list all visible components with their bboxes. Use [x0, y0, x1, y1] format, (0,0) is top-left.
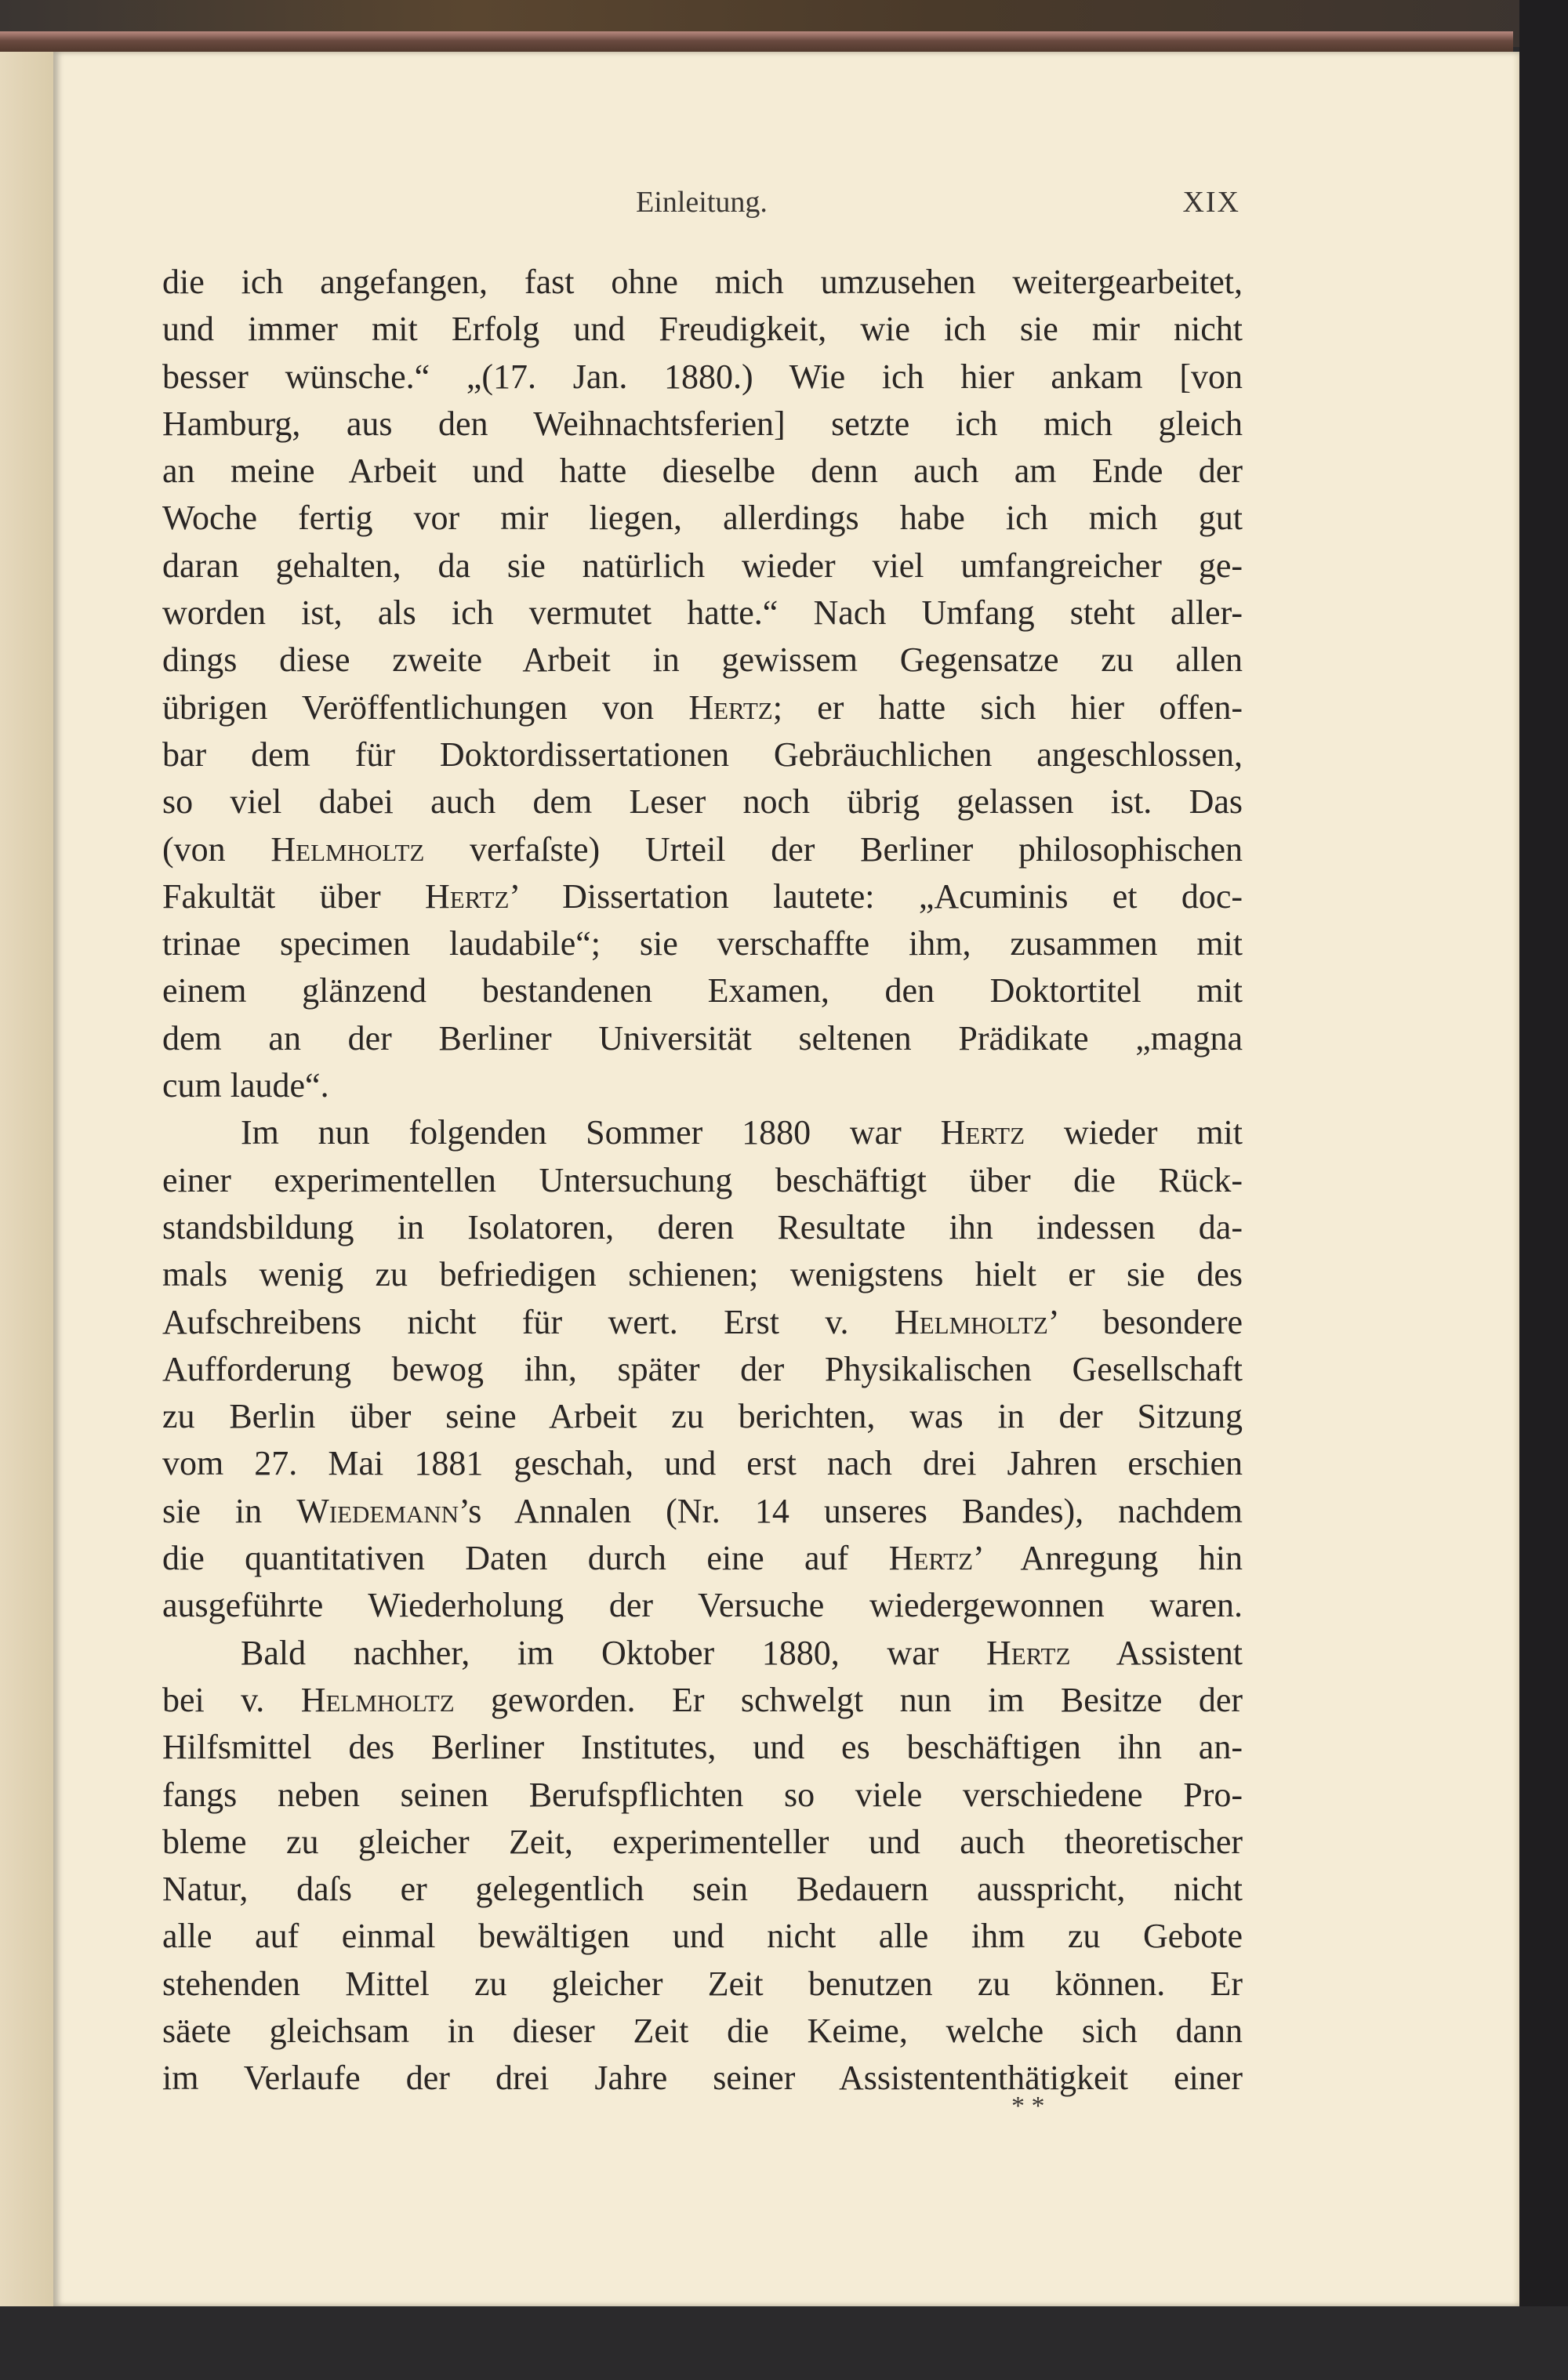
text-segment: Woche fertig vor mir liegen, allerdings habe ich mich gut — [162, 499, 1243, 538]
text-line — [162, 1488, 1243, 1535]
text-segment: und immer mit Erfolg und Freudigkeit, wie ich sie mir nicht — [162, 310, 1243, 349]
text-segment: fangs neben seinen Berufspflichten so viele verschiedene Pro- — [162, 1775, 1243, 1814]
text-segment: daran gehalten, da sie natürlich wieder viel umfangreicher ge- — [162, 546, 1243, 585]
small-caps-name: Hertz — [688, 688, 773, 727]
text-segment: zu Berlin über seine Arbeit zu berichten, was in der Sitzung — [162, 1397, 1243, 1436]
text-line — [162, 778, 1243, 825]
text-segment: ’ besondere — [1047, 1302, 1243, 1341]
text-segment: Hamburg, aus den Weihnachtsferien] setzte ich mich gleich — [162, 404, 1243, 443]
text-line — [162, 1393, 1243, 1440]
text-segment: Aufforderung bewog ihn, später der Physikalischen Gesellschaft — [162, 1349, 1243, 1388]
small-caps-name: Hertz — [940, 1113, 1025, 1152]
text-line — [162, 448, 1243, 495]
text-line — [162, 1913, 1243, 1960]
small-caps-name: Hertz — [425, 876, 510, 916]
text-segment: bleme zu gleicher Zeit, experimenteller und auch theoretischer — [162, 1822, 1243, 1861]
text-line — [162, 2055, 1243, 2102]
text-segment: so viel dabei auch dem Leser noch übrig gelassen ist. Das — [162, 782, 1243, 822]
text-segment: bei v. — [162, 1680, 301, 1719]
small-caps-name: Helmholtz — [300, 1680, 455, 1719]
running-header — [0, 185, 1568, 219]
text-line — [162, 826, 1243, 873]
text-line — [162, 401, 1243, 448]
text-line — [162, 495, 1243, 542]
small-caps-name: Helmholtz — [894, 1302, 1048, 1341]
text-line — [162, 1582, 1243, 1629]
text-segment: trinae specimen laudabile“; sie verschaffte ihm, zusammen mit — [162, 924, 1243, 963]
text-segment: Aufschreibens nicht für wert. Erst v. — [162, 1302, 895, 1341]
text-line — [162, 1866, 1243, 1913]
text-line — [162, 1630, 1243, 1677]
text-segment: wieder mit — [1025, 1113, 1243, 1152]
background-bottom — [0, 2306, 1568, 2380]
text-segment: dem an der Berliner Universität seltenen Prädikate „magna — [162, 1018, 1243, 1058]
running-header-title: Einleitung. — [636, 186, 768, 219]
text-segment: ’ Anregung hin — [973, 1539, 1243, 1578]
text-segment: dings diese zweite Arbeit in gewissem Gegensatze zu allen — [162, 640, 1243, 680]
text-segment: bar dem für Doktordissertationen Gebräuchlichen angeschlossen, — [162, 735, 1243, 774]
small-caps-name: Hertz — [986, 1633, 1071, 1672]
text-line — [162, 1204, 1243, 1251]
body-text — [162, 259, 1243, 2102]
text-line — [162, 1724, 1243, 1771]
text-segment: einem glänzend bestandenen Examen, den Doktortitel mit — [162, 971, 1243, 1010]
text-segment: ’ Dissertation lautete: „Acuminis et doc- — [509, 876, 1243, 916]
text-line — [162, 2008, 1243, 2055]
text-segment: Bald nachher, im Oktober 1880, war — [241, 1633, 987, 1672]
text-segment: säete gleichsam in dieser Zeit die Keime, welche sich dann — [162, 2011, 1243, 2050]
text-segment: standsbildung in Isolatoren, deren Resultate ihn indessen da- — [162, 1207, 1243, 1246]
text-segment: im Verlaufe der drei Jahre seiner Assistententhätigkeit einer — [162, 2059, 1243, 2098]
text-line — [162, 542, 1243, 590]
text-segment: an meine Arbeit und hatte dieselbe denn auch am Ende der — [162, 452, 1243, 491]
text-segment: übrigen Veröffentlichungen von — [162, 688, 689, 727]
signature-mark: * * — [1011, 2092, 1045, 2121]
text-segment: Im nun folgenden Sommer 1880 war — [241, 1113, 941, 1152]
text-segment: einer experimentellen Untersuchung beschäftigt über die Rück- — [162, 1160, 1243, 1199]
text-segment: die ich angefangen, fast ohne mich umzusehen weitergearbeitet, — [162, 263, 1243, 301]
text-line — [162, 967, 1243, 1014]
text-line — [162, 1062, 1243, 1109]
text-segment: Hilfsmittel des Berliner Institutes, und es beschäftigen ihn an- — [162, 1728, 1243, 1767]
text-segment: Natur, daſs er gelegentlich sein Bedauern ausspricht, nicht — [162, 1870, 1243, 1909]
text-line — [162, 590, 1243, 637]
text-segment: verfaſste) Urteil der Berliner philosophischen — [424, 829, 1243, 869]
background-right — [1519, 0, 1568, 2380]
text-line — [162, 1440, 1243, 1487]
small-caps-name: Helmholtz — [270, 829, 425, 869]
text-segment: Assistent — [1070, 1633, 1243, 1672]
text-segment: Fakultät über — [162, 876, 425, 916]
text-line — [162, 1109, 1243, 1156]
text-segment: die quantitativen Daten durch eine auf — [162, 1539, 889, 1578]
text-segment: stehenden Mittel zu gleicher Zeit benutzen zu können. Er — [162, 1964, 1243, 2003]
text-segment: alle auf einmal bewältigen und nicht alle ihm zu Gebote — [162, 1917, 1243, 1956]
text-line — [162, 1819, 1243, 1866]
text-line — [162, 1299, 1243, 1346]
text-line — [162, 1015, 1243, 1062]
text-segment: cum laude“. — [162, 1066, 329, 1105]
text-segment: vom 27. Mai 1881 geschah, und erst nach drei Jahren erschien — [162, 1444, 1243, 1483]
text-line — [162, 873, 1243, 920]
text-line — [162, 1535, 1243, 1582]
text-segment: sie in — [162, 1491, 297, 1530]
text-segment: ’s Annalen (Nr. 14 unseres Bandes), nachdem — [459, 1491, 1243, 1530]
text-line — [162, 637, 1243, 684]
text-line — [162, 1961, 1243, 2008]
text-line — [162, 1772, 1243, 1819]
text-line — [162, 731, 1243, 778]
text-line — [162, 1677, 1243, 1724]
text-segment: ; er hatte sich hier offen- — [772, 688, 1243, 727]
text-line — [162, 684, 1243, 731]
text-segment: geworden. Er schwelgt nun im Besitze der — [454, 1680, 1243, 1719]
facing-page-edge — [0, 52, 55, 2380]
text-segment: (von — [162, 829, 271, 869]
text-line — [162, 354, 1243, 401]
text-segment: mals wenig zu befriedigen schienen; wenigstens hielt er sie des — [162, 1255, 1243, 1294]
text-line — [162, 920, 1243, 967]
text-line — [162, 259, 1243, 306]
page-number: XIX — [1182, 186, 1240, 219]
text-line — [162, 1251, 1243, 1298]
text-segment: besser wünsche.“ „(17. Jan. 1880.) Wie ich hier ankam [von — [162, 357, 1243, 396]
small-caps-name: Wiedemann — [296, 1491, 459, 1530]
text-line — [162, 1157, 1243, 1204]
text-line — [162, 1346, 1243, 1393]
text-segment: ausgeführte Wiederholung der Versuche wiedergewonnen waren. — [162, 1586, 1243, 1625]
text-segment: worden ist, als ich vermutet hatte.“ Nach Umfang steht aller- — [162, 593, 1243, 633]
small-caps-name: Hertz — [888, 1539, 974, 1578]
text-line — [162, 306, 1243, 353]
